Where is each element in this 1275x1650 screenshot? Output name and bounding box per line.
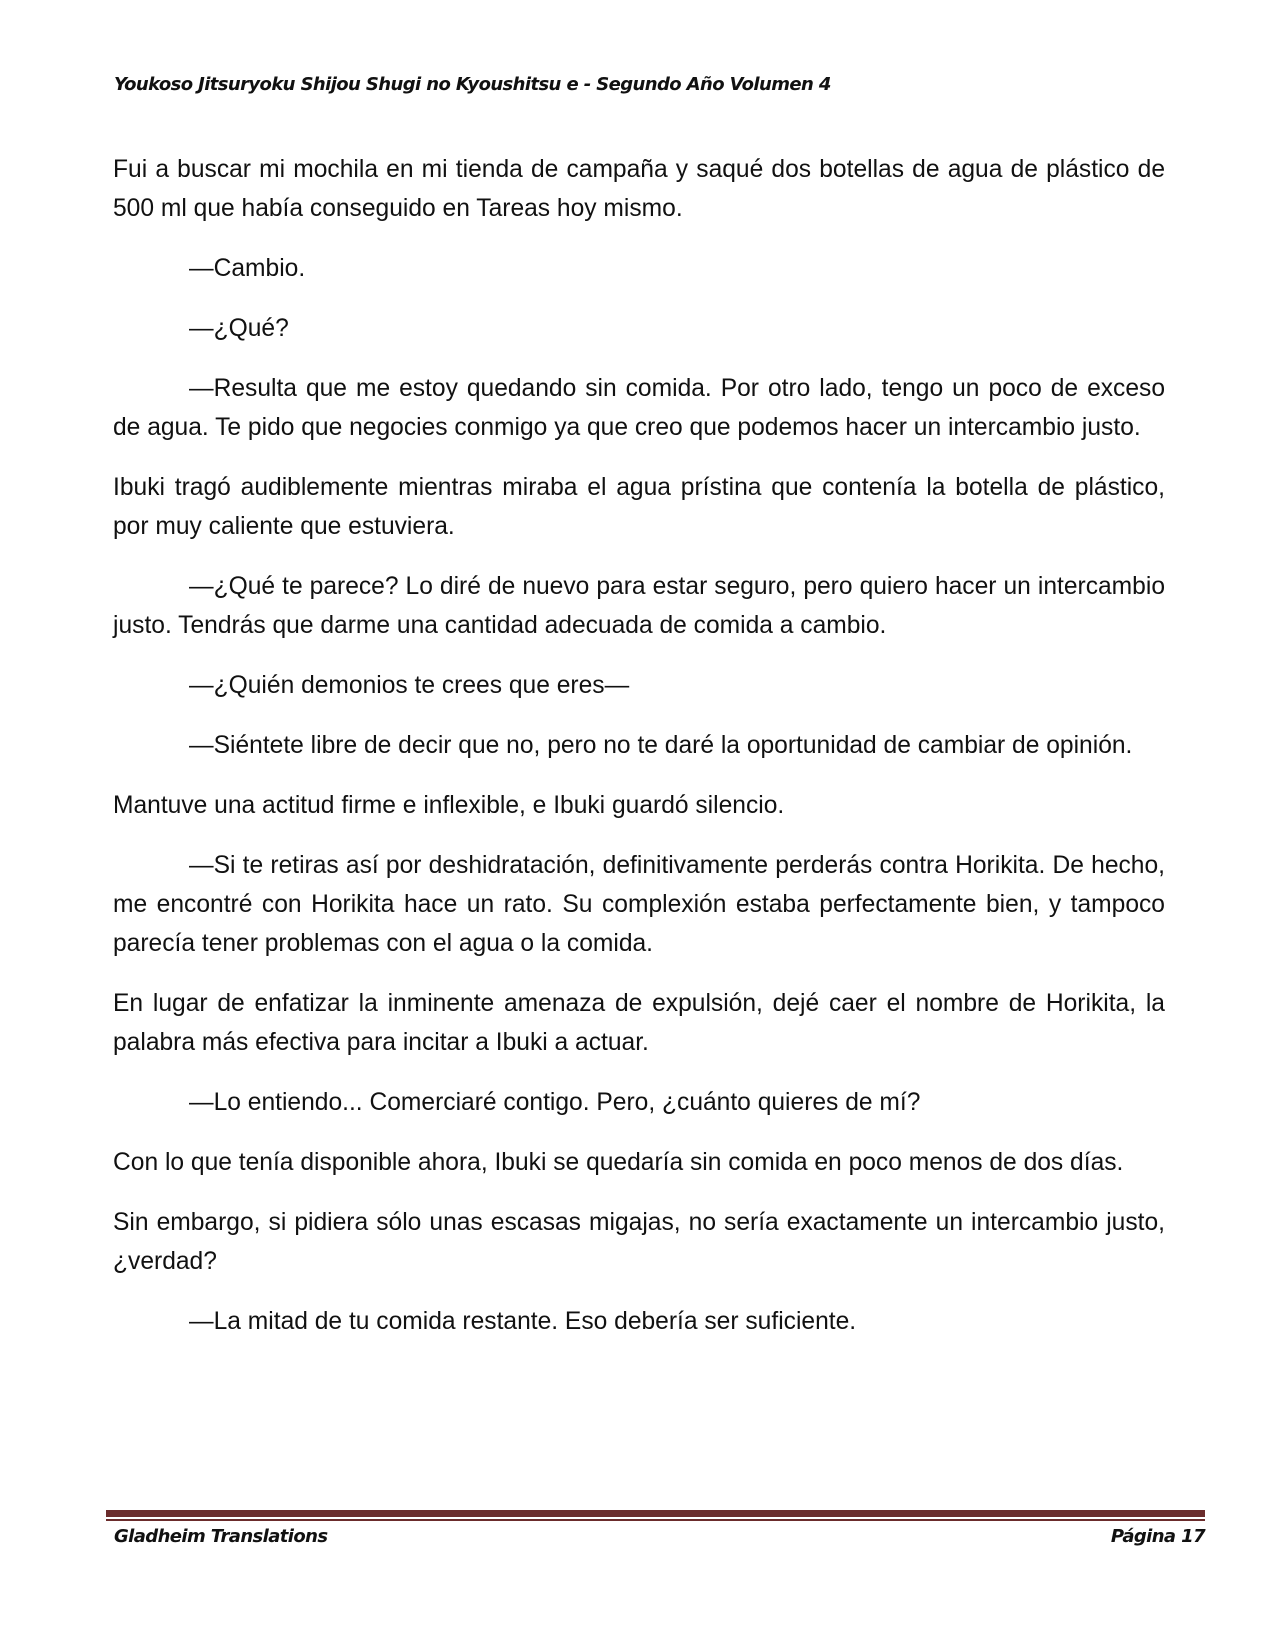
paragraph: Con lo que tenía disponible ahora, Ibuki se quedaría sin comida en poco menos de dos días. xyxy=(113,1149,1124,1176)
footer-page-number: Página 17 xyxy=(1110,1526,1205,1547)
dialogue-paragraph: —Siéntete libre de decir que no, pero no te daré la oportunidad de cambiar de opinión. xyxy=(189,732,1133,759)
paragraph: Sin embargo, si pidiera sólo unas escasas migajas, no sería exactamente un intercambio justo, ¿verdad? xyxy=(113,1209,1165,1275)
footer-rule-thick xyxy=(106,1510,1205,1517)
dialogue-paragraph: —¿Qué te parece? Lo diré de nuevo para estar seguro, pero quiero hacer un intercambio justo. Tendrás que darme una cantidad adecuada de comida a cambio. xyxy=(113,573,1165,639)
dialogue-paragraph: —Resulta que me estoy quedando sin comida. Por otro lado, tengo un poco de exceso de agua. Te pido que negocies conmigo ya que creo que podemos hacer un intercambio justo. xyxy=(113,375,1165,441)
dialogue-paragraph: —Lo entiendo... Comerciaré contigo. Pero, ¿cuánto quieres de mí? xyxy=(189,1089,921,1116)
dialogue-paragraph: —Si te retiras así por deshidratación, definitivamente perderás contra Horikita. De hecho, me encontré con Horikita hace un rato. Su complexión estaba perfectamente bien, y tampoco parecía tener problemas con el agua o la comida. xyxy=(113,852,1165,957)
dialogue-paragraph: —¿Quién demonios te crees que eres— xyxy=(189,672,630,699)
dialogue-paragraph: —La mitad de tu comida restante. Eso debería ser suficiente. xyxy=(189,1308,857,1335)
paragraph: Ibuki tragó audiblemente mientras miraba el agua prístina que contenía la botella de plástico, por muy caliente que estuviera. xyxy=(113,474,1165,540)
paragraph: En lugar de enfatizar la inminente amenaza de expulsión, dejé caer el nombre de Horikita, la palabra más efectiva para incitar a Ibuki a actuar. xyxy=(113,990,1165,1056)
paragraph: Fui a buscar mi mochila en mi tienda de campaña y saqué dos botellas de agua de plástico de 500 ml que había conseguido en Tareas hoy mismo. xyxy=(113,156,1165,222)
running-header: Youkoso Jitsuryoku Shijou Shugi no Kyoushitsu e - Segundo Año Volumen 4 xyxy=(114,74,831,95)
dialogue-paragraph: —¿Qué? xyxy=(189,315,289,342)
dialogue-paragraph: —Cambio. xyxy=(189,255,306,282)
page-body xyxy=(113,150,1165,1362)
footer-rule-thin xyxy=(106,1519,1205,1521)
paragraph: Mantuve una actitud firme e inflexible, e Ibuki guardó silencio. xyxy=(113,792,785,819)
footer-translator: Gladheim Translations xyxy=(114,1526,328,1547)
